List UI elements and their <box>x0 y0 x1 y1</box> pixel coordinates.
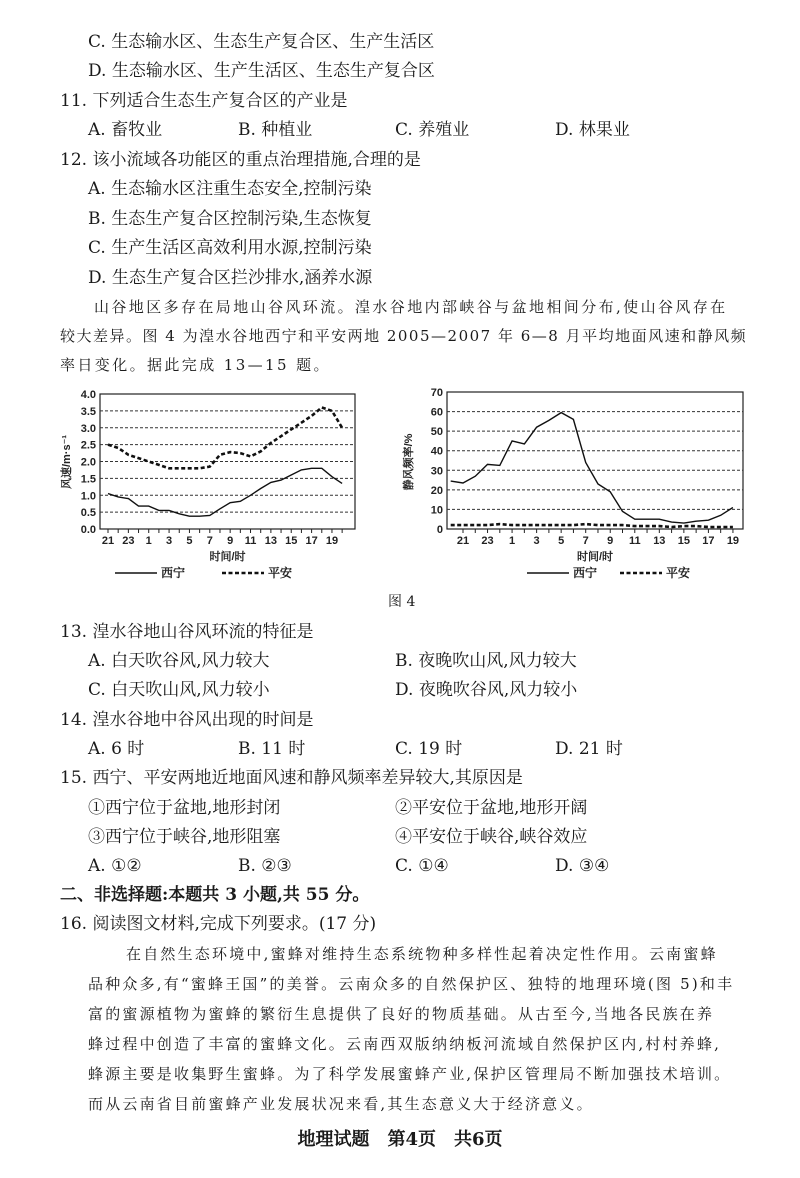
x-tick-label: 1 <box>145 535 152 547</box>
plot-frame <box>447 392 743 529</box>
y-axis-label: 风速/m·s⁻¹ <box>61 434 73 490</box>
option-11b: B. 种植业 <box>238 120 313 140</box>
question-13-stem: 13. 湟水谷地山谷风环流的特征是 <box>60 622 314 642</box>
option-13a: A. 白天吹谷风,风力较大 <box>88 651 270 671</box>
question-11-stem: 11. 下列适合生态生产复合区的产业是 <box>60 91 348 111</box>
x-tick-label: 7 <box>206 535 213 547</box>
x-tick-label: 19 <box>726 535 740 547</box>
x-tick-label: 23 <box>122 535 135 547</box>
question-14-stem: 14. 湟水谷地中谷风出现的时间是 <box>60 710 314 730</box>
y-tick-label: 3.5 <box>80 405 96 418</box>
option-12d: D. 生态生产复合区拦沙排水,涵养水源 <box>88 268 373 288</box>
x-tick-label: 3 <box>166 535 173 547</box>
option-14c: C. 19 时 <box>395 739 463 759</box>
x-tick-label: 21 <box>456 535 470 547</box>
y-tick-label: 3.0 <box>80 422 96 435</box>
statement-3: ③西宁位于峡谷,地形阻塞 <box>88 827 281 847</box>
figure-caption: 图 4 <box>388 594 416 610</box>
option-11c: C. 养殖业 <box>395 120 470 140</box>
material-line: 蜂源主要是收集野生蜜蜂。为了科学发展蜜蜂产业,保护区管理局不断加强技术培训。 <box>88 1065 732 1083</box>
x-tick-label: 21 <box>101 535 115 547</box>
y-axis-label: 静风频率/% <box>403 433 415 491</box>
series-line-pingan <box>451 524 733 527</box>
option-12c: C. 生产生活区高效利用水源,控制污染 <box>88 238 372 258</box>
statement-1: ①西宁位于盆地,地形封闭 <box>88 798 281 818</box>
section-heading: 二、非选择题:本题共 3 小题,共 55 分。 <box>60 885 370 905</box>
y-tick-label: 2.5 <box>80 439 96 452</box>
x-tick-label: 11 <box>628 535 641 547</box>
option-10d: D. 生态输水区、生产生活区、生态生产复合区 <box>88 61 435 81</box>
option-15c: C. ①④ <box>395 856 449 876</box>
y-tick-label: 70 <box>430 387 443 399</box>
material-line: 而从云南省目前蜜蜂产业发展状况来看,其生态意义大于经济意义。 <box>88 1095 594 1113</box>
plot-frame <box>100 394 355 529</box>
x-axis-label: 时间/时 <box>209 551 246 563</box>
x-tick-label: 17 <box>305 535 318 547</box>
x-tick-label: 9 <box>227 535 234 547</box>
y-tick-label: 10 <box>430 504 443 517</box>
x-tick-label: 7 <box>582 535 589 547</box>
x-tick-label: 17 <box>702 535 715 547</box>
material-line: 在自然生态环境中,蜜蜂对维持生态系统物种多样性起着决定性作用。云南蜜蜂 <box>126 945 718 963</box>
y-tick-label: 50 <box>430 426 443 439</box>
x-tick-label: 5 <box>186 535 193 547</box>
series-line-xining <box>108 468 342 516</box>
material-line: 蜂过程中创造了丰富的蜜蜂文化。云南西双版纳纳板河流域自然保护区内,村村养蜂, <box>88 1035 722 1053</box>
legend-label: 平安 <box>666 566 691 580</box>
option-14b: B. 11 时 <box>238 739 306 759</box>
legend-label: 西宁 <box>573 566 598 580</box>
series-line-xining <box>451 413 733 523</box>
y-tick-label: 0.5 <box>80 507 96 520</box>
question-15-stem: 15. 西宁、平安两地近地面风速和静风频率差异较大,其原因是 <box>60 768 523 788</box>
x-tick-label: 1 <box>509 535 516 547</box>
option-12a: A. 生态输水区注重生态安全,控制污染 <box>88 179 372 199</box>
y-tick-label: 30 <box>430 465 443 478</box>
question-16-stem: 16. 阅读图文材料,完成下列要求。(17 分) <box>60 914 377 934</box>
option-11d: D. 林果业 <box>555 120 630 140</box>
option-14a: A. 6 时 <box>88 739 145 759</box>
x-tick-label: 19 <box>325 535 339 547</box>
option-13c: C. 白天吹山风,风力较小 <box>88 680 270 700</box>
x-tick-label: 11 <box>244 535 257 547</box>
x-tick-label: 3 <box>533 535 540 547</box>
x-tick-label: 13 <box>264 535 278 547</box>
intro-paragraph-line: 较大差异。图 4 为湟水谷地西宁和平安两地 2005—2007 年 6—8 月平均地面风速和静风频 <box>60 327 748 345</box>
option-11a: A. 畜牧业 <box>88 120 163 140</box>
x-tick-label: 9 <box>607 535 614 547</box>
y-tick-label: 0.0 <box>80 524 96 536</box>
intro-paragraph-line: 山谷地区多存在局地山谷风环流。湟水谷地内部峡谷与盆地相间分布,使山谷风存在 <box>94 298 728 316</box>
x-tick-label: 23 <box>481 535 494 547</box>
x-tick-label: 15 <box>285 535 298 547</box>
statement-2: ②平安位于盆地,地形开阔 <box>395 798 588 818</box>
y-tick-label: 20 <box>430 484 443 497</box>
intro-paragraph-line: 率日变化。据此完成 13—15 题。 <box>60 356 331 374</box>
option-15b: B. ②③ <box>238 856 292 876</box>
y-tick-label: 0 <box>436 524 443 536</box>
option-10c: C. 生态输水区、生态生产复合区、生产生活区 <box>88 32 435 52</box>
option-15a: A. ①② <box>88 856 142 876</box>
y-tick-label: 60 <box>430 406 443 419</box>
y-tick-label: 1.0 <box>80 490 96 503</box>
y-tick-label: 1.5 <box>80 473 96 486</box>
y-tick-label: 40 <box>430 445 443 458</box>
page-footer: 地理试题 第4页 共6页 <box>297 1129 503 1150</box>
option-14d: D. 21 时 <box>555 739 623 759</box>
y-tick-label: 4.0 <box>80 389 96 401</box>
option-15d: D. ③④ <box>555 856 610 876</box>
question-12-stem: 12. 该小流域各功能区的重点治理措施,合理的是 <box>60 150 421 170</box>
option-13b: B. 夜晚吹山风,风力较大 <box>395 651 577 671</box>
x-tick-label: 5 <box>558 535 565 547</box>
material-line: 富的蜜源植物为蜜蜂的繁衍生息提供了良好的物质基础。从古至今,当地各民族在养 <box>88 1005 715 1023</box>
x-tick-label: 15 <box>677 535 690 547</box>
option-12b: B. 生态生产复合区控制污染,生态恢复 <box>88 209 372 229</box>
legend-label: 平安 <box>268 566 293 580</box>
series-line-pingan <box>108 408 342 469</box>
material-line: 品种众多,有“蜜蜂王国”的美誉。云南众多的自然保护区、独特的地理环境(图 5)和丰 <box>88 975 735 993</box>
x-axis-label: 时间/时 <box>576 551 614 563</box>
legend-label: 西宁 <box>161 566 186 580</box>
statement-4: ④平安位于峡谷,峡谷效应 <box>395 827 588 847</box>
option-13d: D. 夜晚吹谷风,风力较小 <box>395 680 578 700</box>
y-tick-label: 2.0 <box>80 456 96 469</box>
x-tick-label: 13 <box>653 535 666 547</box>
